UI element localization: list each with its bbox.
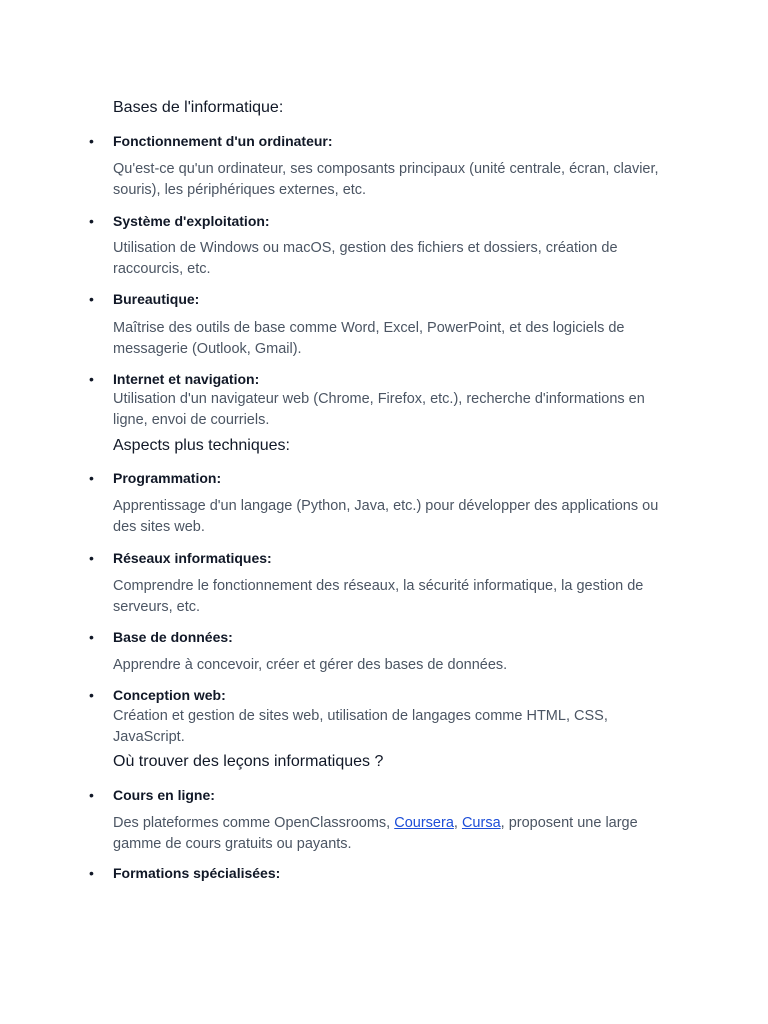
item-description: Apprentissage d'un langage (Python, Java, etc.) pour développer des applications ou des sites web. (113, 498, 659, 535)
bullet: • (89, 470, 94, 486)
item-title: Programmation: (113, 470, 222, 486)
description-text: Des plateformes comme OpenClassrooms, (113, 815, 395, 831)
item-description: Apprendre à concevoir, créer et gérer des bases de données. (113, 657, 508, 673)
description-text: , proposent une large gamme de cours gratuits ou payants. (113, 815, 638, 852)
item-title: Formations spécialisées: (113, 865, 281, 881)
coursera-link[interactable]: Coursera (394, 815, 454, 831)
item-description (113, 813, 661, 855)
bullet: • (89, 687, 94, 703)
item-title: Fonctionnement d'un ordinateur: (113, 133, 333, 149)
item-title: Base de données: (113, 629, 233, 645)
bullet: • (89, 371, 94, 387)
bullet: • (89, 213, 94, 229)
cursa-link[interactable]: Cursa (461, 815, 501, 831)
bullet: • (89, 865, 94, 881)
section-heading: Bases de l'informatique: (113, 99, 284, 116)
item-description: Comprendre le fonctionnement des réseaux, la sécurité informatique, la gestion de serveurs, etc. (113, 578, 644, 615)
section-heading: Aspects plus techniques: (113, 437, 290, 454)
item-description: Maîtrise des outils de base comme Word, Excel, PowerPoint, et des logiciels de messagerie (Outlook, Gmail). (113, 320, 625, 357)
item-title: Réseaux informatiques: (113, 550, 272, 566)
item-description: Qu'est-ce qu'un ordinateur, ses composants principaux (unité centrale, écran, clavier, souris), les périphériques externes, etc. (113, 161, 659, 198)
item-title: Système d'exploitation: (113, 213, 270, 229)
bullet: • (89, 629, 94, 645)
separator-text: , (453, 815, 462, 831)
item-description: Utilisation d'un navigateur web (Chrome, Firefox, etc.), recherche d'informations en ligne, envoi de courriels. (113, 391, 645, 428)
item-title: Conception web: (113, 687, 226, 703)
item-title: Internet et navigation: (113, 371, 260, 387)
item-title: Cours en ligne: (113, 787, 215, 803)
section-heading: Où trouver des leçons informatiques ? (113, 753, 384, 770)
item-title: Bureautique: (113, 291, 200, 307)
bullet: • (89, 133, 94, 149)
bullet: • (89, 550, 94, 566)
bullet: • (89, 291, 94, 307)
bullet: • (89, 787, 94, 803)
item-description: Création et gestion de sites web, utilisation de langages comme HTML, CSS, JavaScript. (113, 708, 608, 745)
item-description: Utilisation de Windows ou macOS, gestion des fichiers et dossiers, création de raccourcis, etc. (113, 240, 618, 277)
